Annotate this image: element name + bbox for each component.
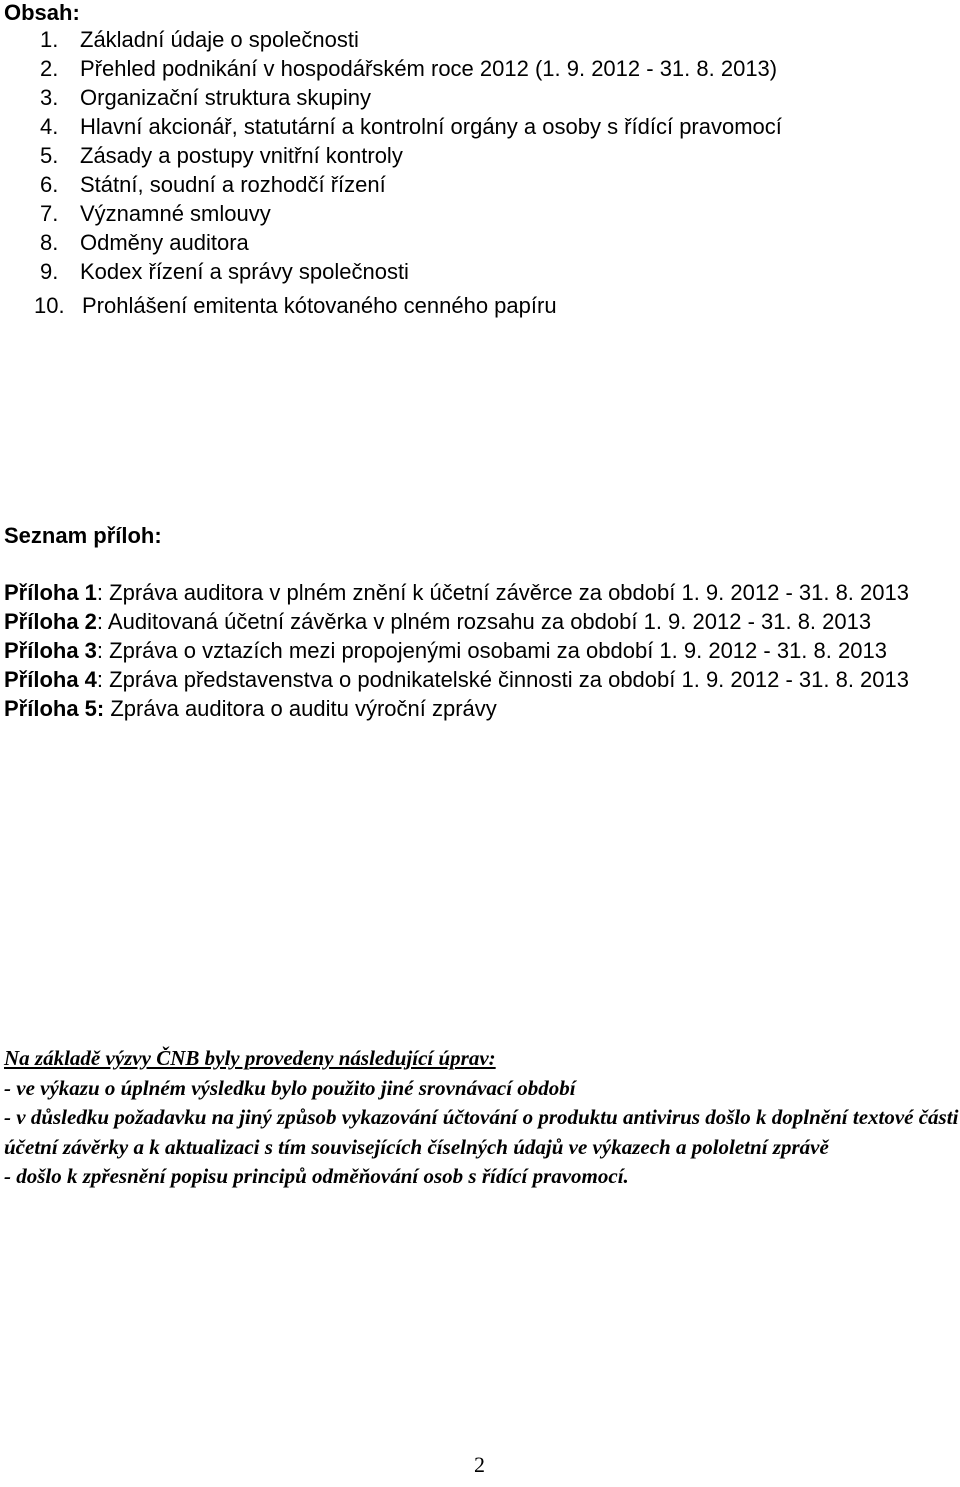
toc-item-number: 8. bbox=[40, 230, 59, 255]
attachments-heading: Seznam příloh: bbox=[4, 523, 162, 548]
attachment-item bbox=[4, 607, 909, 636]
toc-item-text: Prohlášení emitenta kótovaného cenného papíru bbox=[82, 293, 557, 318]
attachment-text: : Zpráva o vztazích mezi propojenými osobami za období 1. 9. 2012 - 31. 8. 2013 bbox=[96, 638, 887, 663]
attachments-list bbox=[4, 578, 924, 723]
toc-item-text: Odměny auditora bbox=[80, 230, 249, 255]
toc-item-text: Státní, soudní a rozhodčí řízení bbox=[80, 172, 386, 197]
attachment-text: : Zpráva auditora v plném znění k účetní závěrce za období 1. 9. 2012 - 31. 8. 2013 bbox=[96, 580, 909, 605]
attachment-item bbox=[4, 694, 909, 723]
toc-item-number: 5. bbox=[40, 143, 59, 168]
attachment-label: Příloha 5: bbox=[4, 696, 105, 721]
attachment-label: Příloha 3 bbox=[4, 638, 97, 663]
notes-line: - v důsledku požadavku na jiný způsob vykazování účtování o produktu antivirus došlo k doplnění textové části účetní závěrky a k aktualizaci s tím souvisejících číselných údajů ve výkazech a pololetní zprávě bbox=[4, 1105, 959, 1159]
toc-item-number: 10. bbox=[34, 293, 65, 318]
notes-line: - došlo k zpřesnění popisu principů odměňování osob s řídící pravomocí. bbox=[4, 1164, 629, 1188]
attachment-label: Příloha 1 bbox=[4, 580, 97, 605]
toc-heading: Obsah: bbox=[4, 0, 80, 25]
toc-item-text: Přehled podnikání v hospodářském roce 2012 (1. 9. 2012 - 31. 8. 2013) bbox=[80, 56, 778, 81]
toc-item-number: 4. bbox=[40, 114, 59, 139]
page-number: 2 bbox=[474, 1452, 485, 1477]
notes-heading: Na základě výzvy ČNB byly provedeny následující úprav: bbox=[4, 1046, 496, 1070]
toc-item-text: Zásady a postupy vnitřní kontroly bbox=[80, 143, 403, 168]
toc-item-text: Organizační struktura skupiny bbox=[80, 85, 372, 110]
attachment-text: : Auditovaná účetní závěrka v plném rozsahu za období 1. 9. 2012 - 31. 8. 2013 bbox=[96, 609, 872, 634]
toc-item-text: Kodex řízení a správy společnosti bbox=[80, 259, 409, 284]
notes-line: - ve výkazu o úplném výsledku bylo použito jiné srovnávací období bbox=[4, 1075, 576, 1100]
toc-item-text: Hlavní akcionář, statutární a kontrolní orgány a osoby s řídící pravomocí bbox=[80, 114, 782, 139]
toc-item-number: 1. bbox=[40, 27, 59, 52]
toc-item-text: Významné smlouvy bbox=[80, 201, 271, 226]
changes-notes bbox=[4, 1044, 959, 1192]
toc-item-number: 3. bbox=[40, 85, 59, 110]
attachment-text: : Zpráva představenstva o podnikatelské činnosti za období 1. 9. 2012 - 31. 8. 2013 bbox=[96, 667, 909, 692]
toc-item-text: Základní údaje o společnosti bbox=[80, 27, 359, 52]
attachment-item bbox=[4, 636, 909, 665]
toc-item-number: 7. bbox=[40, 201, 59, 226]
toc-item-number: 9. bbox=[40, 259, 59, 284]
attachment-text: Zpráva auditora o auditu výroční zprávy bbox=[104, 696, 497, 721]
toc-item-number: 6. bbox=[40, 172, 59, 197]
attachment-item bbox=[4, 665, 909, 694]
toc-item-number: 2. bbox=[40, 56, 59, 81]
attachment-item bbox=[4, 578, 909, 607]
attachment-label: Příloha 4 bbox=[4, 667, 97, 692]
attachment-label: Příloha 2 bbox=[4, 609, 97, 634]
